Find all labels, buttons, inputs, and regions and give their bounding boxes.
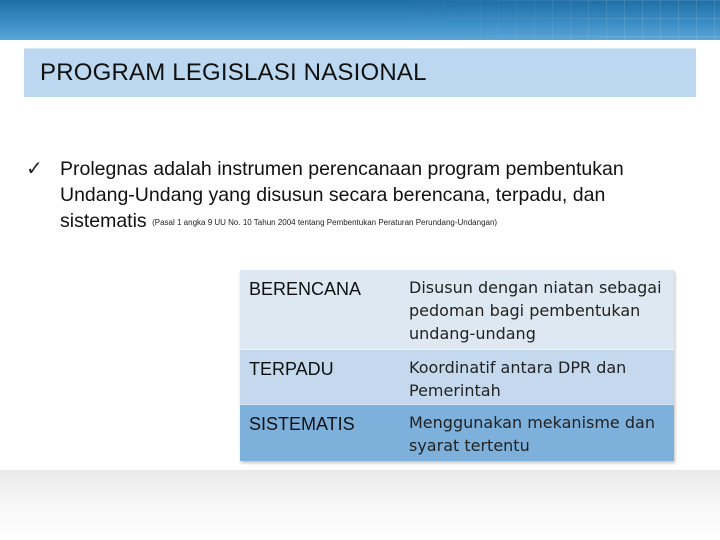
definition-table (240, 270, 674, 461)
bullet-text (60, 156, 686, 236)
title-bar (24, 48, 696, 97)
checkmark-icon: ✓ (26, 158, 43, 180)
definition-cell: Menggunakan mekanisme dan syarat tertentu (409, 413, 655, 455)
citation-text: (Pasal 1 angka 9 UU No. 10 Tahun 2004 tentang Pembentukan Peraturan Perundang-Undangan) (152, 218, 498, 227)
footer-gradient (0, 470, 720, 540)
bullet-main-text: Prolegnas adalah instrumen perencanaan program pembentukan Undang-Undang yang disusun secara berencana, terpadu, dan sistematis (60, 158, 624, 232)
term-cell: BERENCANA (249, 279, 362, 299)
banner-tile-pattern (390, 0, 720, 40)
bullet-point (26, 156, 686, 236)
definition-cell: Koordinatif antara DPR dan Pemerintah (409, 358, 627, 400)
table-row (240, 349, 674, 404)
table-row (240, 404, 674, 461)
definition-cell: Disusun dengan niatan sebagai pedoman bagi pembentukan undang-undang (409, 278, 662, 343)
term-cell: SISTEMATIS (249, 414, 355, 434)
term-cell: TERPADU (249, 359, 334, 379)
slide-title: PROGRAM LEGISLASI NASIONAL (40, 59, 427, 86)
table-row (240, 270, 674, 349)
header-banner (0, 0, 720, 40)
